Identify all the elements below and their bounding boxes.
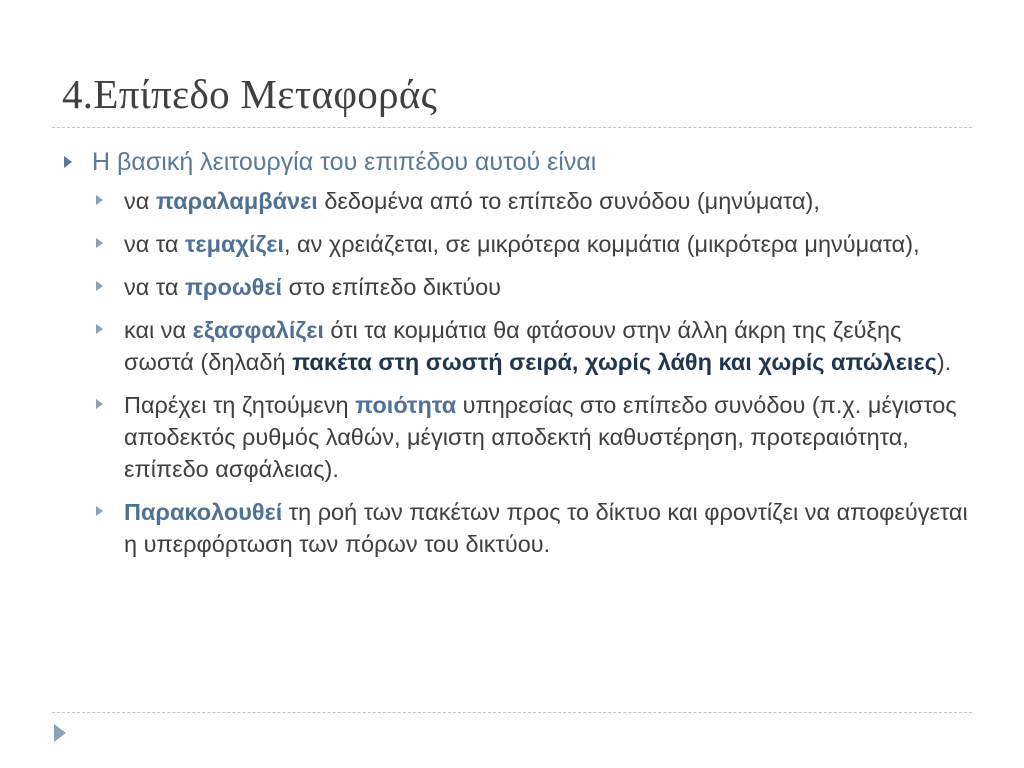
bullet-text: και να: [124, 317, 193, 343]
slide-title: 4.Επίπεδο Μεταφοράς: [62, 71, 438, 117]
sub-bullet-monitor: [62, 496, 972, 560]
sub-bullet-forward: [62, 271, 972, 303]
bullet-text: να τα: [124, 231, 185, 257]
triangle-bullet-icon: [96, 324, 103, 334]
highlight-term: παραλαμβάνει: [155, 188, 318, 214]
bullet-text: να τα: [124, 274, 185, 300]
bullet-text: ότι τα κομμάτια θα φτάσουν στην άλλη άκρη της ζεύξης σωστά (δηλαδή: [124, 317, 902, 375]
highlight-term: προωθεί: [184, 274, 283, 300]
play-triangle-icon: [52, 722, 68, 744]
triangle-bullet-icon: [96, 281, 103, 291]
sub-bullet-segment: [62, 228, 972, 260]
highlight-term: Παρακολουθεί: [124, 499, 283, 525]
slide-body: [62, 146, 972, 571]
sub-bullet-quality: [62, 389, 972, 485]
bullet-text: ).: [936, 349, 952, 375]
sub-bullet-receive: [62, 185, 972, 217]
intro-bullet: [62, 146, 972, 179]
triangle-bullet-icon: [96, 195, 103, 205]
triangle-bullet-icon: [64, 156, 72, 168]
bullet-text: Παρέχει τη ζητούμενη: [124, 392, 356, 418]
triangle-bullet-icon: [96, 506, 103, 516]
bullet-text: , αν χρειάζεται, σε μικρότερα κομμάτια (μικρότερα μηνύματα),: [283, 231, 920, 257]
intro-text: Η βασική λειτουργία του επιπέδου αυτού είναι: [92, 148, 597, 176]
emphasis-text: πακέτα στη σωστή σειρά, χωρίς λάθη και χωρίς απώλειες: [292, 349, 937, 375]
highlight-term: τεμαχίζει: [184, 231, 284, 257]
bullet-text: υπηρεσίας στο επίπεδο συνόδου (π.χ. μέγιστος αποδεκτός ρυθμός λαθών, μέγιστη αποδεκτή καθυστέρηση, προτεραιότητα, επίπεδο ασφάλειας).: [124, 392, 957, 482]
sub-bullet-ensure: [62, 314, 972, 378]
bullet-text: δεδομένα από το επίπεδο συνόδου (μηνύματα),: [317, 188, 820, 214]
bullet-text: τη ροή των πακέτων προς το δίκτυο και φροντίζει να αποφεύγεται η υπερφόρτωση των πόρων του δικτύου.: [124, 499, 968, 557]
title-divider: [52, 127, 972, 128]
footer-divider: [52, 712, 972, 713]
bullet-text: να: [124, 188, 156, 214]
highlight-term: εξασφαλίζει: [192, 317, 324, 343]
triangle-bullet-icon: [96, 399, 103, 409]
triangle-bullet-icon: [96, 238, 103, 248]
bullet-text: στο επίπεδο δικτύου: [282, 274, 502, 300]
highlight-term: ποιότητα: [355, 392, 457, 418]
